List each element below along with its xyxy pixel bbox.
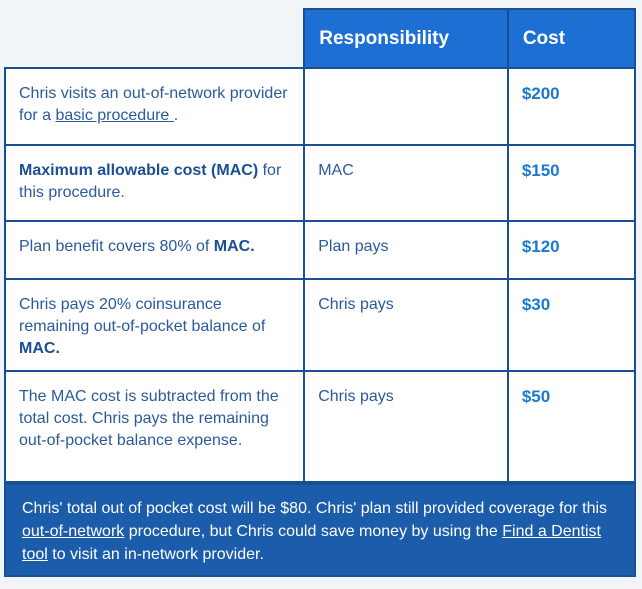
description-text: . xyxy=(173,107,179,124)
find-a-dentist-link[interactable]: Find a Dentist tool xyxy=(22,523,601,563)
description-text: Chris pays 20% coinsurance remaining out-of-pocket balance of xyxy=(19,296,266,335)
description-text: The MAC cost is subtracted from the total cost. Chris pays the remaining out-of-pocket balance expense. xyxy=(19,388,279,449)
description-bold: MAC. xyxy=(19,340,60,357)
row-cost: $50 xyxy=(508,371,635,482)
out-of-network-link[interactable]: out-of-network xyxy=(22,523,125,540)
row-description xyxy=(5,279,304,371)
row-description xyxy=(5,68,304,145)
cost-breakdown-table xyxy=(4,8,636,483)
row-description xyxy=(5,221,304,279)
row-responsibility: Plan pays xyxy=(304,221,508,279)
description-text: Plan benefit covers 80% of xyxy=(19,238,214,255)
row-description xyxy=(5,145,304,221)
header-cost: Cost xyxy=(508,9,635,68)
table-row xyxy=(5,279,635,371)
row-cost: $30 xyxy=(508,279,635,371)
basic-procedure-link[interactable]: basic procedure xyxy=(55,107,174,124)
description-text: Chris visits an out-of-network provider for a xyxy=(19,85,288,124)
table-header-row xyxy=(5,9,635,68)
description-text: for this procedure. xyxy=(19,162,282,201)
table-row xyxy=(5,221,635,279)
row-cost: $150 xyxy=(508,145,635,221)
footer-text: Chris' total out of pocket cost will be $80. Chris' plan still provided coverage for this xyxy=(22,500,608,517)
row-description xyxy=(5,371,304,482)
footer-text: to visit an in-network provider. xyxy=(47,546,264,563)
table-row xyxy=(5,371,635,482)
table-row xyxy=(5,68,635,145)
description-bold: MAC. xyxy=(213,238,255,255)
row-responsibility: Chris pays xyxy=(304,371,508,482)
row-responsibility: MAC xyxy=(304,145,508,221)
header-responsibility: Responsibility xyxy=(304,9,508,68)
row-responsibility xyxy=(304,68,508,145)
summary-footer xyxy=(4,483,636,577)
header-empty-cell xyxy=(5,9,304,68)
row-cost: $200 xyxy=(508,68,635,145)
row-cost: $120 xyxy=(508,221,635,279)
footer-text: procedure, but Chris could save money by using the xyxy=(124,523,503,540)
table-row xyxy=(5,145,635,221)
description-bold: Maximum allowable cost (MAC) xyxy=(19,162,259,179)
row-responsibility: Chris pays xyxy=(304,279,508,371)
